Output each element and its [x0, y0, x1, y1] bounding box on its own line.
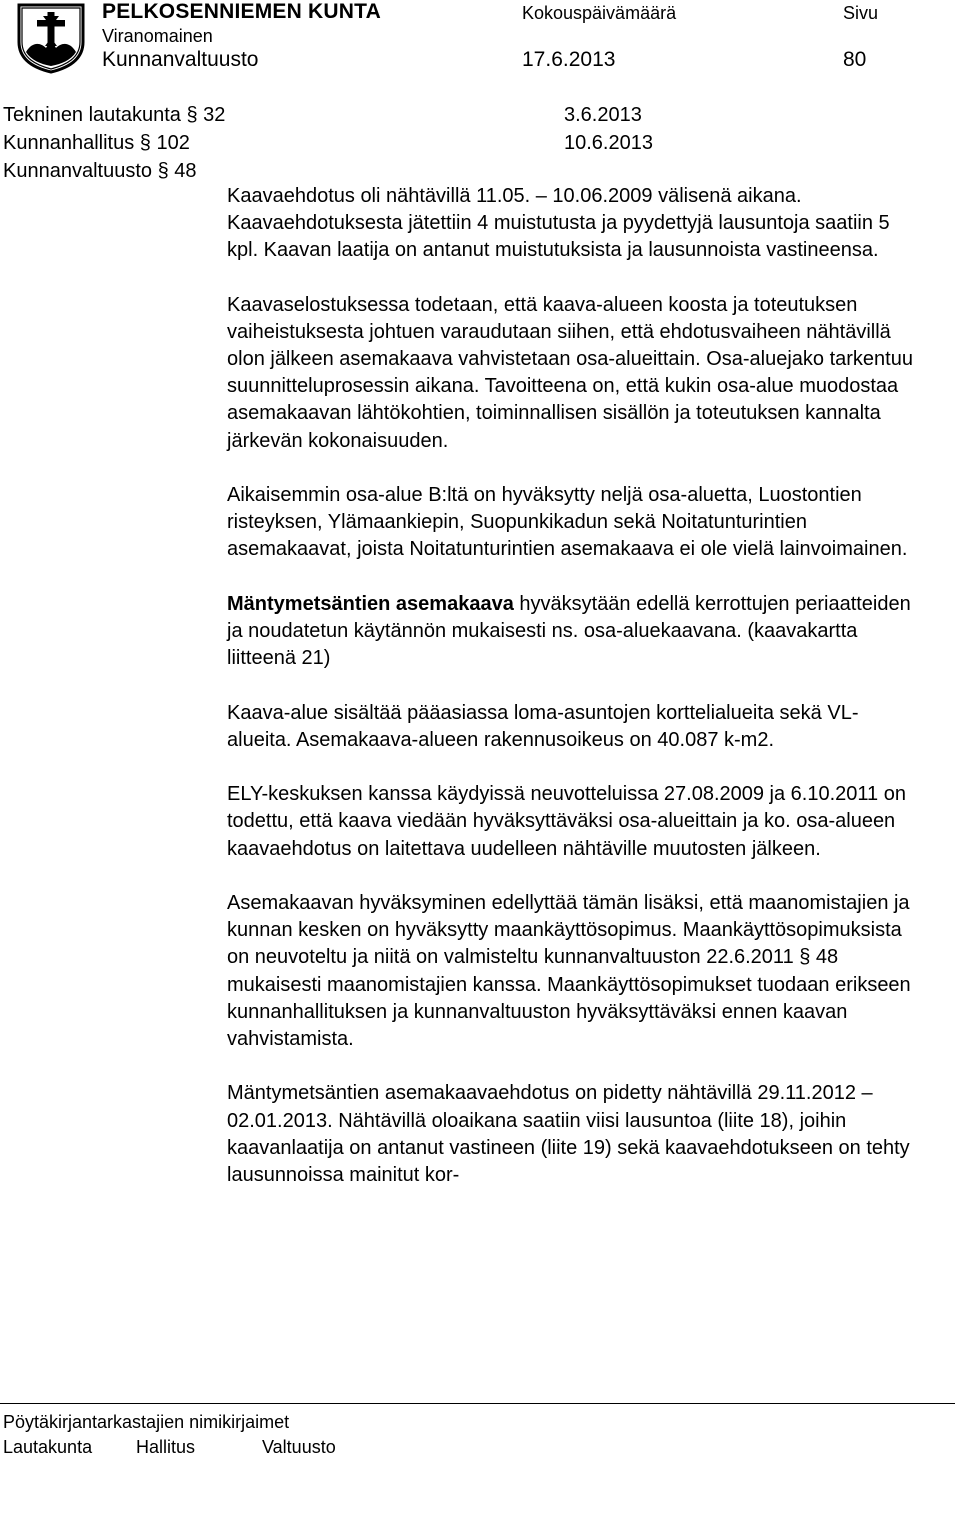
history-section: § 32 [186, 104, 226, 126]
footer-hallitus: Hallitus [136, 1437, 196, 1457]
history-body: Kunnanhallitus [3, 132, 135, 154]
paragraph: Mäntymetsäntien asemakaavaehdotus on pidetty nähtävillä 29.11.2012 – 02.01.2013. Nähtävillä oloaikana saatiin viisi lausuntoa (liite 18), joihin kaavanlaatija on antanut vastineen (liite 19) sekä kaavaehdotukseen on tehty lausunnoissa mainitut kor- [227, 1082, 910, 1187]
meeting-body: Kunnanvaltuusto [102, 48, 259, 71]
plan-name: Mäntymetsäntien asemakaava [227, 592, 514, 615]
history-body: Tekninen lautakunta [3, 104, 181, 126]
history-section: § 102 [139, 132, 190, 154]
footer-lautakunta: Lautakunta [3, 1437, 93, 1457]
history-row [3, 129, 653, 157]
organization-name: PELKOSENNIEMEN KUNTA [102, 0, 381, 23]
document-body [227, 183, 917, 1216]
paragraph: Asemakaavan hyväksyminen edellyttää tämän lisäksi, että maanomistajien ja kunnan kesken on hyväksytty maankäyttösopimus. Maankäyttösopimuksista on neuvoteltu ja niitä on valmisteltu kunnanvaltuuston 22.6.2011 § 48 mukaisesti maanomistajien kanssa. Maankäyttösopimukset tuodaan erikseen kunnanhallituksen ja kunnanvaltuuston hyväksyttäväksi ennen kaavan vahvistamista. [227, 892, 911, 1051]
history-row [3, 157, 225, 185]
paragraph: Aikaisemmin osa-alue B:ltä on hyväksytty neljä osa-aluetta, Luostontien risteyksen, Ylämaankiepin, Suopunkikadun sekä Noitatunturintien asemakaavat, joista Noitatunturintien asemakaava ei ole vielä lainvoimainen. [227, 484, 908, 561]
history-section: § 48 [157, 160, 197, 182]
page-label: Sivu [843, 3, 879, 23]
handling-history [3, 101, 653, 185]
history-body: Kunnanvaltuusto [3, 160, 153, 182]
footer-title: Pöytäkirjantarkastajien nimikirjaimet [3, 1412, 290, 1432]
history-date: 10.6.2013 [564, 132, 653, 154]
history-row [3, 101, 642, 129]
footer-valtuusto: Valtuusto [262, 1437, 336, 1457]
paragraph: Kaava-alue sisältää pääasiassa loma-asuntojen korttelialueita sekä VL-alueita. Asemakaava-alueen rakennusoikeus on 40.087 k-m2. [227, 701, 859, 751]
paragraph: ELY-keskuksen kanssa käydyissä neuvotteluissa 27.08.2009 ja 6.10.2011 on todettu, että kaava viedään hyväksyttäväksi osa-alueittain ja ko. osa-alueen kaavaehdotus on laitettava uudelleen nähtäville muutosten jälkeen. [227, 783, 906, 860]
page-number: 80 [843, 48, 867, 71]
coat-of-arms-icon [16, 2, 86, 74]
paragraph: Kaavaselostuksessa todetaan, että kaava-alueen koosta ja toteutuksen vaiheistuksesta johtuen varaudutaan siihen, että ehdotusvaiheen nähtävillä olon jälkeen asemakaava vahvistetaan osa-alueittain. Osa-aluejako tarkentuu suunnitteluprosessin aikana. Tavoitteena on, että kukin osa-alue muodostaa asemakaavan lähtökohtien, toiminnallisen sisällön ja toteutuksen kannalta järkevän kokonaisuuden. [227, 293, 913, 452]
meeting-date-label: Kokouspäivämäärä [522, 3, 677, 23]
meeting-date: 17.6.2013 [522, 48, 616, 71]
organization-subtitle: Viranomainen [102, 26, 213, 46]
history-date: 3.6.2013 [564, 104, 642, 126]
paragraph [227, 591, 917, 673]
paragraph: Kaavaehdotus oli nähtävillä 11.05. – 10.06.2009 välisenä aikana. Kaavaehdotuksesta jätettiin 4 muistutusta ja pyydettyjä lausuntoja saatiin 5 kpl. Kaavan laatija on antanut muistutuksista ja lausunnoista vastineensa. [227, 185, 890, 262]
paragraph-text: hyväksytään edellä kerrottujen periaatteiden ja noudatetun käytännön mukaisesti ns. osa-aluekaavana. (kaavakartta liitteenä 21) [227, 592, 911, 670]
footer-divider [0, 1403, 955, 1404]
